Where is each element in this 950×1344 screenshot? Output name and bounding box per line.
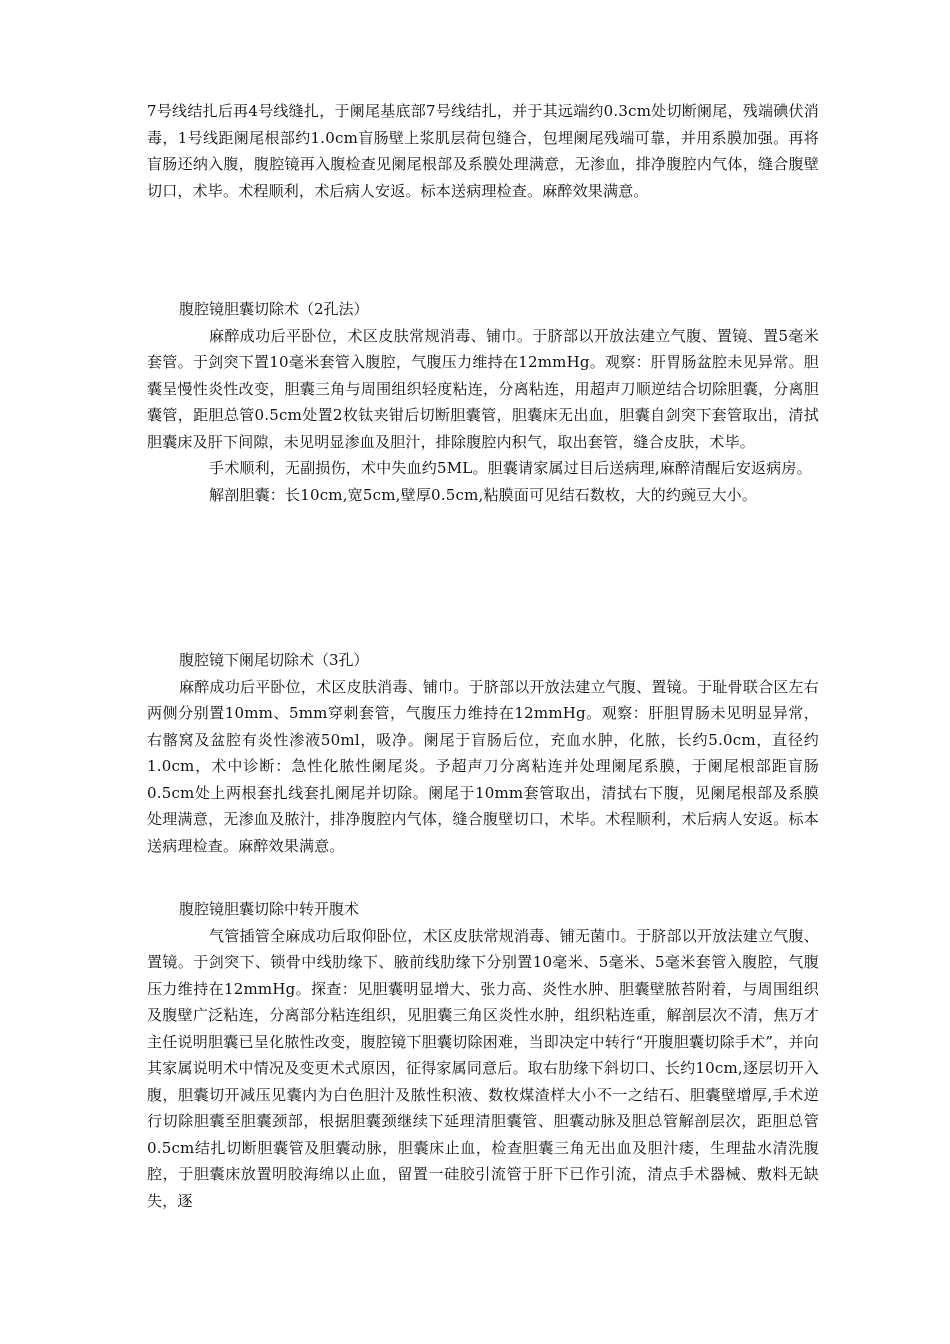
section-lap-cholecystectomy-2-port	[147, 296, 819, 508]
paragraph: 麻醉成功后平卧位，术区皮肤常规消毒、铺巾。于脐部以开放法建立气腹、置镜、置5毫米套管。于剑突下置10毫米套管入腹腔，气腹压力维持在12mmHg。观察：肝胃肠盆腔未见异常。胆囊呈慢性炎性改变，胆囊三角与周围组织轻度粘连，分离粘连，用超声刀顺逆结合切除胆囊，分离胆囊管，距胆总管0.5cm处置2枚钛夹钳后切断胆囊管，胆囊床无出血，胆囊自剑突下套管取出，清拭胆囊床及肝下间隙，未见明显渗血及胆汁，排除腹腔内积气，取出套管，缝合皮肤，术毕。	[147, 326, 819, 451]
paragraph: 7号线结扎后再4号线缝扎，于阑尾基底部7号线结扎，并于其远端约0.3cm处切断阑尾，残端碘伏消毒，1号线距阑尾根部约1.0cm盲肠壁上浆肌层荷包缝合，包埋阑尾残端可靠，并用系膜加强。再将盲肠还纳入腹，腹腔镜再入腹检查见阑尾根部及系膜处理满意，无渗血，排净腹腔内气体，缝合腹壁切口，术毕。术程顺利，术后病人安返。标本送病理检查。麻醉效果满意。	[147, 102, 819, 200]
section-lap-appendectomy-3-port	[147, 647, 819, 859]
section-title: 腹腔镜胆囊切除术（2孔法）	[179, 300, 369, 318]
section-title: 腹腔镜下阑尾切除术（3孔）	[179, 651, 369, 669]
section-lap-to-open-cholecystectomy	[147, 896, 819, 1214]
section-title: 腹腔镜胆囊切除中转开腹术	[179, 900, 360, 918]
section-appendectomy-continued	[147, 98, 819, 204]
paragraph: 麻醉成功后平卧位，术区皮肤消毒、铺巾。于脐部以开放法建立气腹、置镜。于耻骨联合区左右两侧分别置10mm、5mm穿刺套管，气腹压力维持在12mmHg。观察：肝胆胃肠未见明显异常，右髂窝及盆腔有炎性渗液50ml，吸净。阑尾于盲肠后位，充血水肿，化脓，长约5.0cm，直径约1.0cm，术中诊断：急性化脓性阑尾炎。予超声刀分离粘连并处理阑尾系膜，于阑尾根部距盲肠0.5cm处上两根套扎线套扎阑尾并切除。阑尾于10mm套管取出，清拭右下腹，见阑尾根部及系膜处理满意，无渗血及脓汁，排净腹腔内气体，缝合腹壁切口，术毕。术程顺利，术后病人安返。标本送病理检查。麻醉效果满意。	[147, 677, 819, 855]
paragraph: 气管插管全麻成功后取仰卧位，术区皮肤常规消毒、铺无菌巾。于脐部以开放法建立气腹、置镜。于剑突下、锁骨中线肋缘下、腋前线肋缘下分别置10毫米、5毫米、5毫米套管入腹腔，气腹压力维持在12mmHg。探查：见胆囊明显增大、张力高、炎性水肿、胆囊壁脓苔附着，与周围组织及腹壁广泛粘连，分离部分粘连组织，见胆囊三角区炎性水肿，组织粘连重，解剖层次不清，焦万才主任说明胆囊已呈化脓性改变，腹腔镜下胆囊切除困难，当即决定中转行“开腹胆囊切除手术”，并向其家属说明术中情况及变更术式原因，征得家属同意后。取右肋缘下斜切口、长约10cm,逐层切开入腹，胆囊切开减压见囊内为白色胆汁及脓性积液、数枚煤渣样大小不一之结石、胆囊壁增厚,手术逆行切除胆囊至胆囊颈部，根据胆囊颈继续下延理清胆囊管、胆囊动脉及胆总管解剖层次，距胆总管0.5cm结扎切断胆囊管及胆囊动脉，胆囊床止血，检查胆囊三角无出血及胆汁瘘，生理盐水清洗腹腔，于胆囊床放置明胶海绵以止血，留置一硅胶引流管于肝下已作引流，清点手术器械、敷料无缺失，逐	[147, 926, 819, 1210]
paragraph: 解剖胆囊：长10cm,宽5cm,壁厚0.5cm,粘膜面可见结石数枚，大的约豌豆大小。	[209, 485, 758, 504]
paragraph: 手术顺利，无副损伤，术中失血约5ML。胆囊请家属过目后送病理,麻醉清醒后安返病房。	[209, 459, 812, 477]
